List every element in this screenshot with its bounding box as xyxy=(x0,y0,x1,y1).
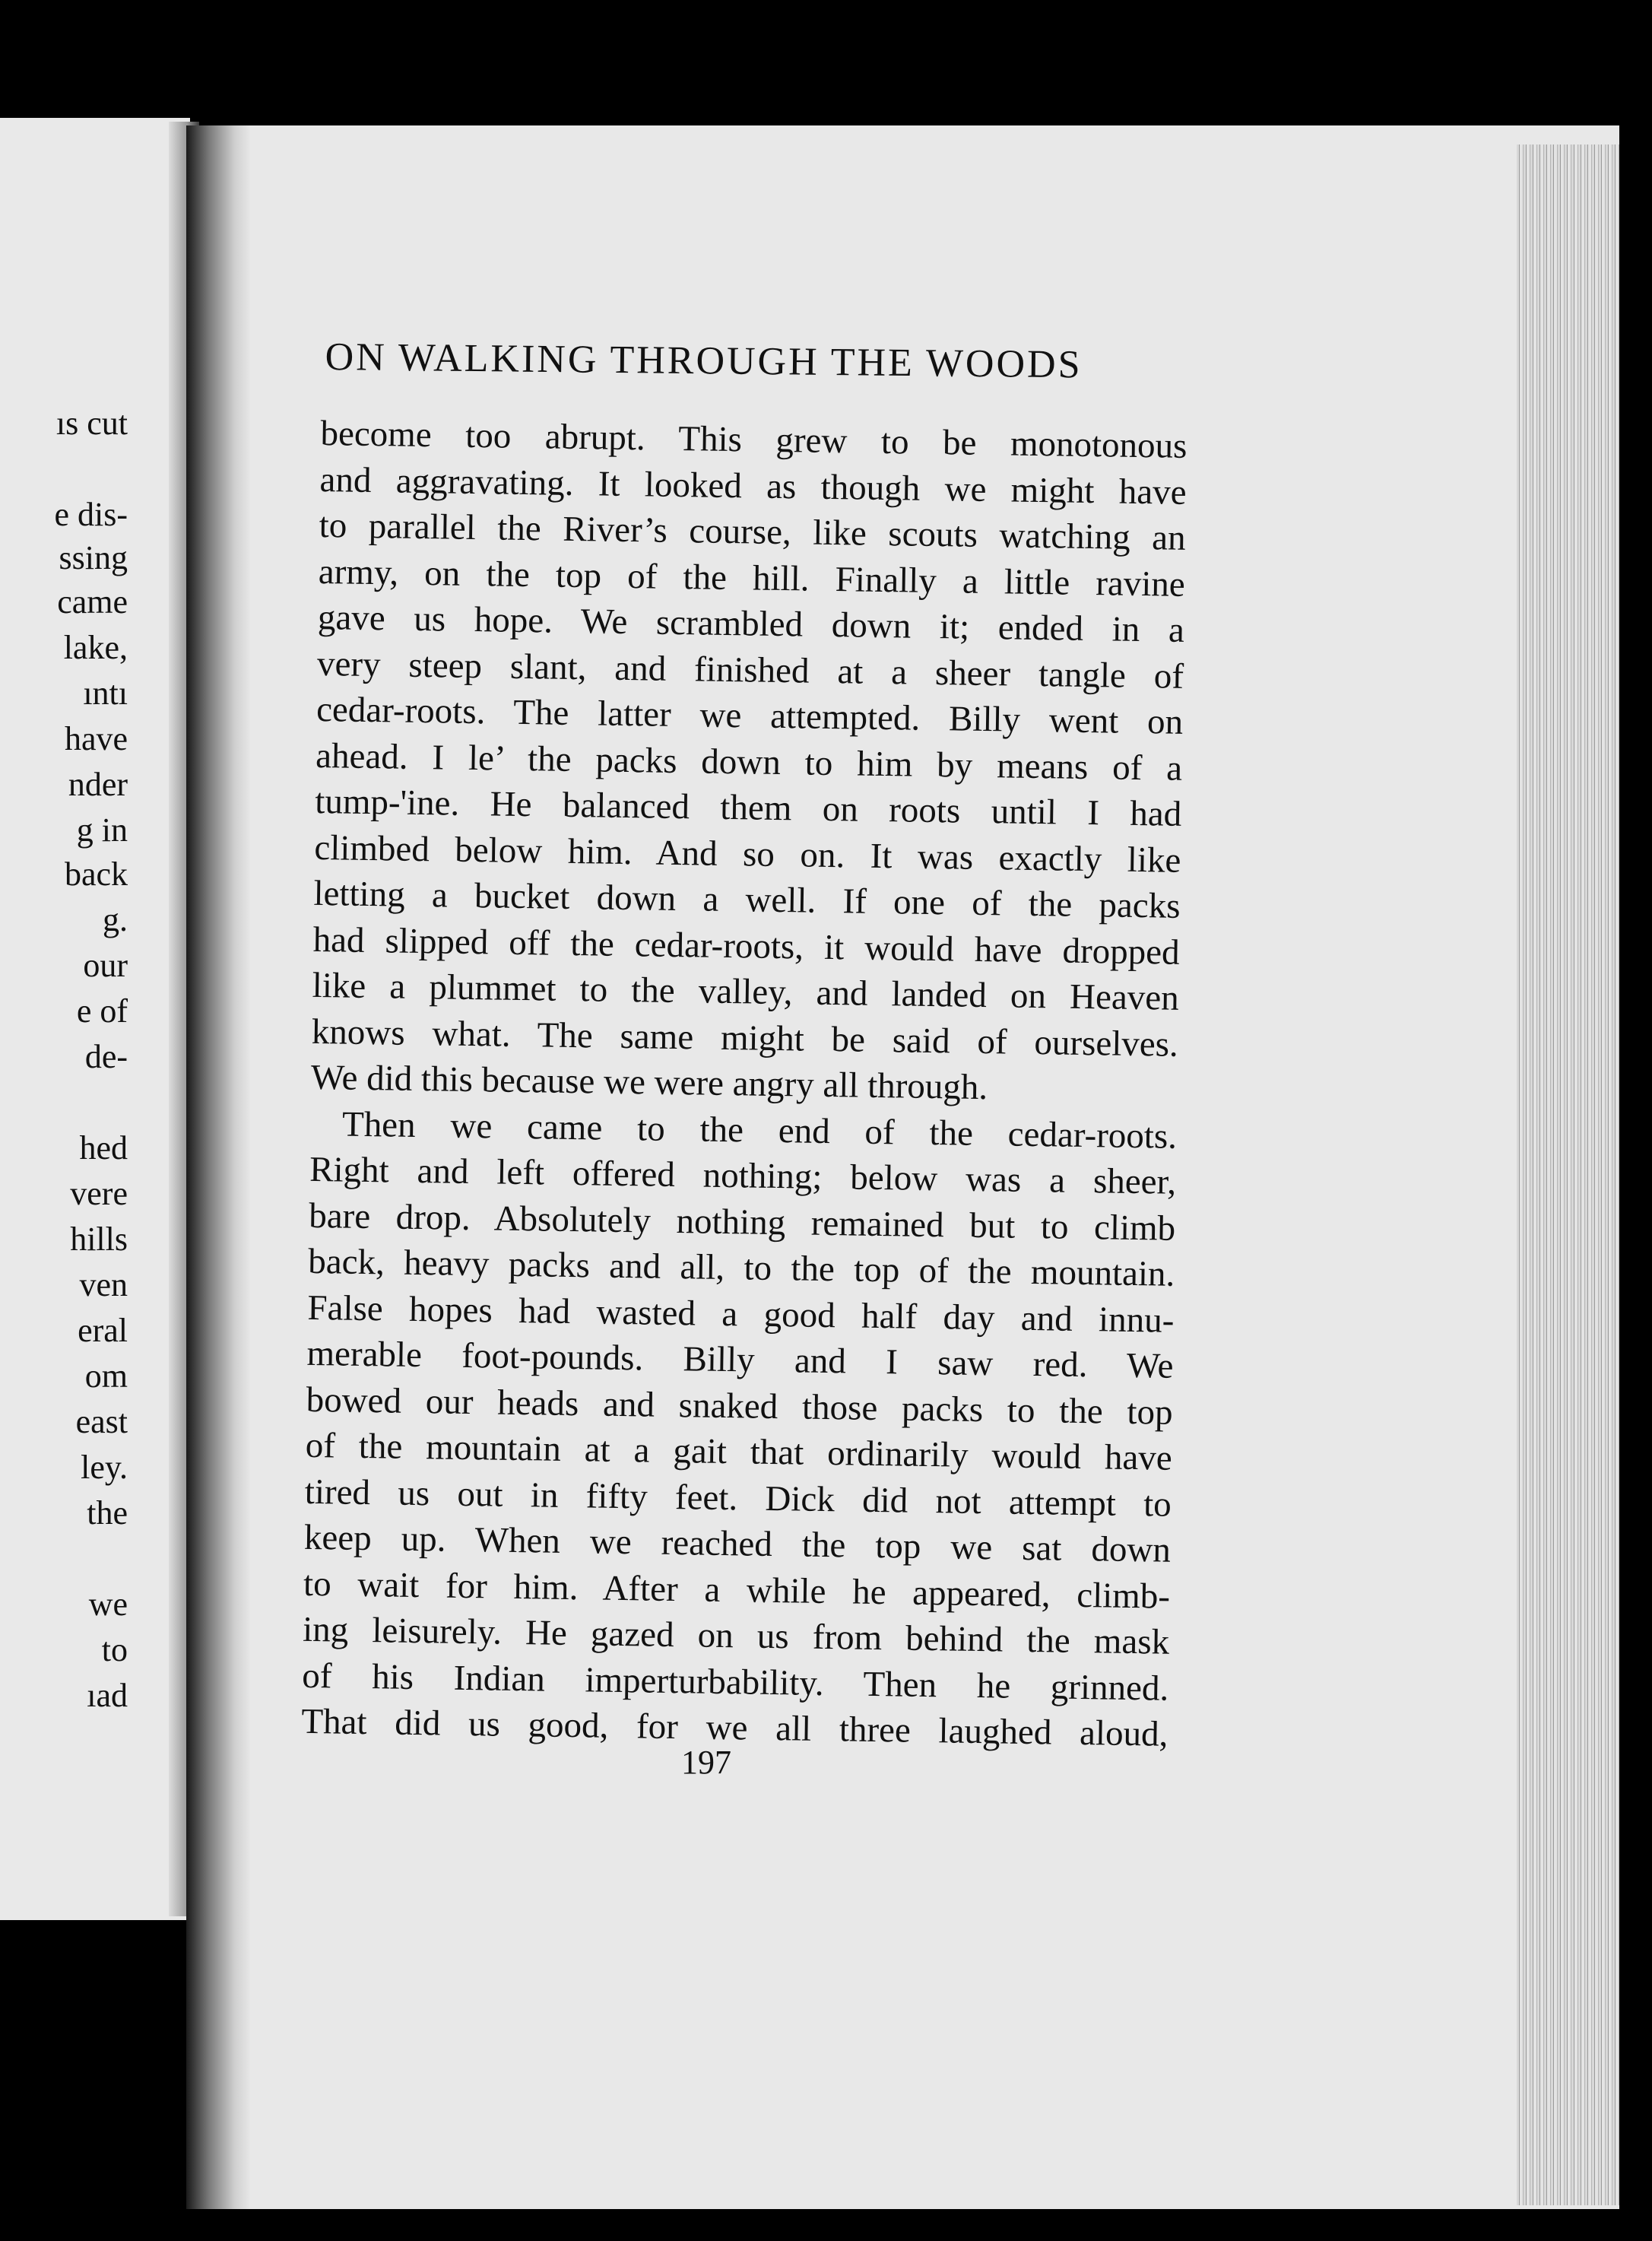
left-page-fragment: hills xyxy=(70,1220,128,1258)
text-line: bare drop. Absolutely nothing remained but to climb xyxy=(308,1195,1176,1249)
left-page-fragment: vere xyxy=(70,1175,128,1212)
left-page xyxy=(0,118,190,1920)
text-line: ahead. I le’ the packs down to him by means of a xyxy=(315,735,1183,789)
text-line: tired us out in fifty feet. Dick did not attempt to xyxy=(304,1471,1172,1525)
text-line: of his Indian imperturbability. Then he grinned. xyxy=(301,1655,1169,1709)
spine-shadow xyxy=(186,125,251,2209)
text-line: army, on the top of the hill. Finally a little ravine xyxy=(318,551,1186,605)
text-line: gave us hope. We scrambled down it; ended in a xyxy=(317,597,1185,650)
text-line: False hopes had wasted a good half day and innu- xyxy=(307,1287,1175,1341)
running-head: ON WALKING THROUGH THE WOODS xyxy=(325,335,1083,387)
left-page-fragment: ıad xyxy=(87,1677,128,1714)
left-page-fragment: the xyxy=(87,1494,128,1532)
text-line: of the mountain at a gait that ordinarily would have xyxy=(305,1425,1173,1478)
text-line: knows what. The same might be said of ourselves. xyxy=(311,1011,1179,1065)
text-line: had slipped off the cedar-roots, it would have dropped xyxy=(312,919,1180,973)
text-line: letting a bucket down a well. If one of the packs xyxy=(313,873,1181,926)
left-page-fragment: eral xyxy=(78,1312,128,1349)
left-page-fragment: ven xyxy=(79,1266,128,1303)
left-page-fragment: ssing xyxy=(59,539,128,576)
text-line: very steep slant, and finished at a sheer tangle of xyxy=(316,643,1184,697)
body-text xyxy=(301,411,1187,1757)
text-line: That did us good, for we all three laughed aloud, xyxy=(301,1701,1168,1754)
left-page-fragment: back xyxy=(64,855,128,893)
text-line: and aggravating. It looked as though we might have xyxy=(319,459,1187,513)
left-page-fragment: ıs cut xyxy=(55,405,128,442)
left-page-fragment: ley. xyxy=(81,1449,128,1486)
left-page-fragment: ıntı xyxy=(83,675,128,712)
left-page-fragment: hed xyxy=(79,1129,128,1167)
page-edges xyxy=(1517,144,1619,2205)
page-number: 197 xyxy=(681,1744,731,1781)
left-page-fragment: lake, xyxy=(63,629,128,666)
text-line: We did this because we were angry all through. xyxy=(310,1057,988,1108)
text-line: tump-'ine. He balanced them on roots until I had xyxy=(314,781,1182,834)
left-page-fragment: our xyxy=(83,947,128,984)
text-line: keep up. When we reached the top we sat down xyxy=(303,1517,1172,1570)
text-line: bowed our heads and snaked those packs to the top xyxy=(306,1379,1173,1433)
left-page-fragment: have xyxy=(64,720,128,757)
left-page-fragment: e dis- xyxy=(54,496,128,533)
left-page-fragment: g. xyxy=(103,901,128,938)
text-line: ing leisurely. He gazed on us from behind the mask xyxy=(302,1609,1170,1662)
left-page-fragment: om xyxy=(84,1357,128,1395)
text-line: like a plummet to the valley, and landed on Heaven xyxy=(312,965,1180,1018)
left-page-fragment: we xyxy=(88,1586,128,1623)
left-page-fragment: to xyxy=(101,1631,128,1668)
text-line: climbed below him. And so on. It was exactly like xyxy=(314,827,1181,881)
left-page-fragment: e of xyxy=(76,992,128,1030)
text-line: to parallel the River’s course, like scouts watching an xyxy=(319,505,1187,558)
text-line: merable foot-pounds. Billy and I saw red. We xyxy=(306,1333,1174,1386)
text-line: become too abrupt. This grew to be monotonous xyxy=(320,413,1187,466)
left-page-fragment: g in xyxy=(76,811,128,849)
text-line: Then we came to the end of the cedar-roots. xyxy=(341,1104,1178,1157)
text-line: cedar-roots. The latter we attempted. Billy went on xyxy=(315,689,1184,742)
left-page-fragment: de- xyxy=(84,1038,128,1075)
left-page-fragment: east xyxy=(75,1403,128,1440)
text-line: back, heavy packs and all, to the top of the mountain. xyxy=(308,1241,1175,1294)
text-line: to wait for him. After a while he appeared, climb- xyxy=(303,1563,1171,1617)
left-page-fragment: came xyxy=(57,583,128,621)
left-page-fragment: nder xyxy=(68,766,128,803)
text-line: Right and left offered nothing; below was a sheer, xyxy=(309,1149,1177,1202)
